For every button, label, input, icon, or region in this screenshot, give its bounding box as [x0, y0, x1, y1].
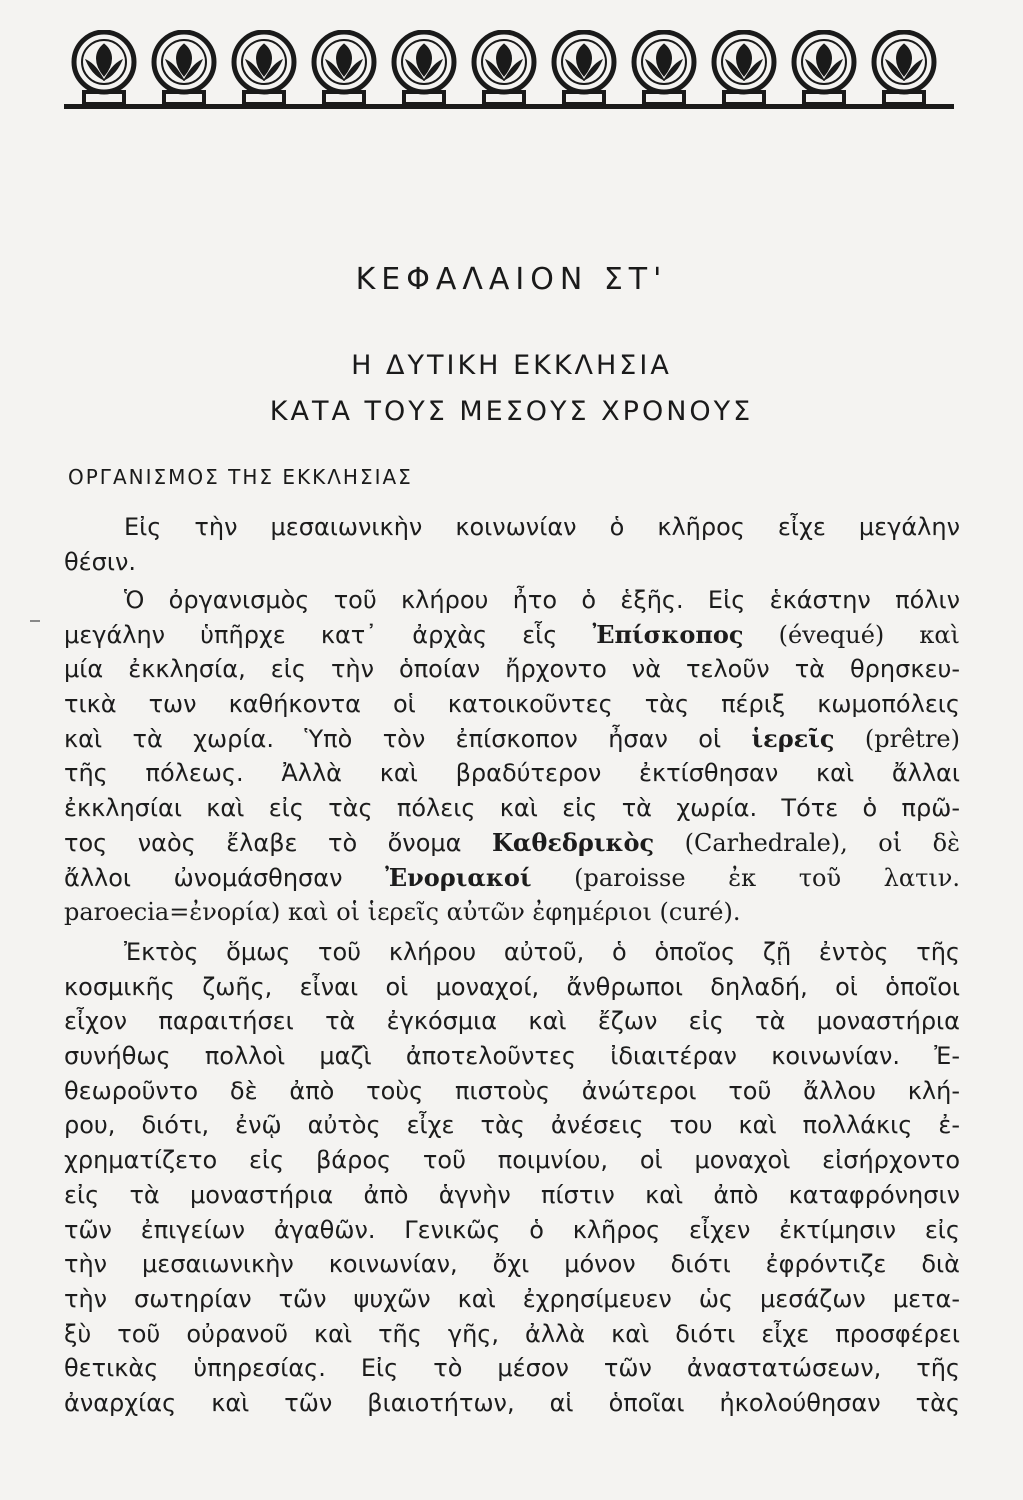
text-run: (Carhedrale), οἱ δὲ [684, 828, 960, 857]
ornament-band [64, 30, 944, 108]
paragraph-2 [64, 583, 960, 930]
text-run: καὶ τὰ χωρία. Ὑπὸ τὸν ἐπίσκοπον ἦσαν οἱ [64, 724, 722, 753]
chapter-title-line-1: Η ΔΥΤΙΚΗ ΕΚΚΛΗΣΙΑ [351, 350, 672, 381]
margin-mark [30, 620, 40, 622]
text-line: ἀναρχίας καὶ τῶν βιαιοτήτων, αἱ ὁποῖαι ἠκολούθησαν τὰς [64, 1388, 960, 1417]
text-run: τος ναὸς ἔλαβε τὸ ὄνομα [64, 828, 462, 857]
text-line: κοσμικῆς ζωῆς, εἶναι οἱ μοναχοί, ἄνθρωποι δηλαδή, οἱ ὁποῖοι [64, 972, 960, 1001]
chapter-heading: ΚΕΦΑΛΑΙΟΝ ΣΤ' [355, 262, 668, 297]
text-line: Ἐκτὸς ὅμως τοῦ κλήρου αὐτοῦ, ὁ ὁποῖος ζῇ ἐντὸς τῆς [124, 938, 960, 966]
ornament-roundel-icon [544, 30, 624, 108]
text-line: paroecia=ἐνορία) καὶ οἱ ἱερεῖς αὐτῶν ἐφημέριοι (curé). [64, 898, 741, 927]
text-line [64, 722, 960, 757]
text-line: συνήθως πολλοὶ μαζὶ ἀποτελοῦντες ἰδιαιτέραν κοινωνίαν. Ἐ- [64, 1042, 960, 1071]
text-run: (paroisse ἐκ τοῦ λατιν. [574, 863, 960, 892]
text-line [64, 826, 960, 861]
paragraph-1 [64, 510, 960, 579]
text-run: μεγάλην ὑπῆρχε κατ᾽ ἀρχὰς εἷς [64, 620, 558, 649]
text-run: ἄλλοι ὠνομάσθησαν [64, 863, 343, 892]
ornament-roundel-icon [704, 30, 784, 108]
term-kathedrikos: Καθεδρικὸς [491, 827, 655, 857]
ornament-roundel-icon [64, 30, 144, 108]
term-episkopos: Ἐπίσκοπος [592, 619, 744, 649]
ornament-roundel-icon [304, 30, 384, 108]
text-line: εἶχον παραιτήσει τὰ ἐγκόσμια καὶ ἔζων εἰς τὰ μοναστήρια [64, 1007, 960, 1036]
text-line: θέσιν. [64, 547, 137, 576]
text-line: τὴν μεσαιωνικὴν κοινωνίαν, ὄχι μόνον διότι ἐφρόντιζε διὰ [64, 1250, 960, 1279]
term-enoriakoi: Ἐνοριακοί [385, 862, 532, 892]
text-line: εἰς τὰ μοναστήρια ἀπὸ ἁγνὴν πίστιν καὶ ἀπὸ καταφρόνησιν [64, 1180, 960, 1209]
paragraph-3 [64, 935, 960, 1421]
text-line: μία ἐκκλησία, εἰς τὴν ὁποίαν ἤρχοντο νὰ τελοῦν τὰ θρησκευ- [64, 655, 960, 684]
ornament-roundel-icon [784, 30, 864, 108]
text-run: (évequé) καὶ [778, 620, 960, 649]
ornament-roundel-icon [224, 30, 304, 108]
text-line: θετικὰς ὑπηρεσίας. Εἰς τὸ μέσον τῶν ἀναστατώσεων, τῆς [64, 1354, 960, 1383]
text-line: τῶν ἐπιγείων ἀγαθῶν. Γενικῶς ὁ κλῆρος εἶχεν ἐκτίμησιν εἰς [64, 1215, 960, 1244]
text-line: ξὺ τοῦ οὐρανοῦ καὶ τῆς γῆς, ἀλλὰ καὶ διότι εἶχε προσφέρει [64, 1319, 960, 1348]
chapter-title-line-2: ΚΑΤΑ ΤΟΥΣ ΜΕΣΟΥΣ ΧΡΟΝΟΥΣ [269, 396, 754, 427]
ornament-roundel-icon [864, 30, 944, 108]
ornament-roundel-icon [384, 30, 464, 108]
text-line: ἐκκλησίαι καὶ εἰς τὰς πόλεις καὶ εἰς τὰ χωρία. Τότε ὁ πρῶ- [64, 794, 960, 823]
text-line: χρηματίζετο εἰς βάρος τοῦ ποιμνίου, οἱ μοναχοὶ εἰσήρχοντο [64, 1146, 960, 1175]
text-line [64, 618, 960, 653]
text-line: τὴν σωτηρίαν τῶν ψυχῶν καὶ ἐχρησίμευεν ὡς μεσάζων μετα- [64, 1284, 960, 1313]
text-run: (prêtre) [864, 724, 960, 753]
text-line: τικὰ των καθήκοντα οἱ κατοικοῦντες τὰς πέριξ κωμοπόλεις [64, 690, 960, 719]
ornament-roundel-icon [144, 30, 224, 108]
section-heading: ΟΡΓΑΝΙΣΜΟΣ ΤΗΣ ΕΚΚΛΗΣΙΑΣ [68, 465, 413, 489]
ornament-rule [64, 104, 954, 109]
text-line: Εἰς τὴν μεσαιωνικὴν κοινωνίαν ὁ κλῆρος εἶχε μεγάλην [124, 513, 960, 541]
text-line: ρου, διότι, ἐνῷ αὐτὸς εἶχε τὰς ἀνέσεις του καὶ πολλάκις ἐ- [64, 1111, 960, 1140]
text-line: τῆς πόλεως. Ἀλλὰ καὶ βραδύτερον ἐκτίσθησαν καὶ ἄλλαι [64, 759, 960, 788]
term-iereis: ἱερεῖς [751, 723, 835, 753]
ornament-roundel-icon [624, 30, 704, 108]
text-line: θεωροῦντο δὲ ἀπὸ τοὺς πιστοὺς ἀνώτεροι τοῦ ἄλλου κλή- [64, 1076, 960, 1105]
text-line [64, 861, 960, 896]
ornament-roundel-icon [464, 30, 544, 108]
text-line: Ὁ ὀργανισμὸς τοῦ κλήρου ἦτο ὁ ἑξῆς. Εἰς ἑκάστην πόλιν [124, 586, 960, 614]
